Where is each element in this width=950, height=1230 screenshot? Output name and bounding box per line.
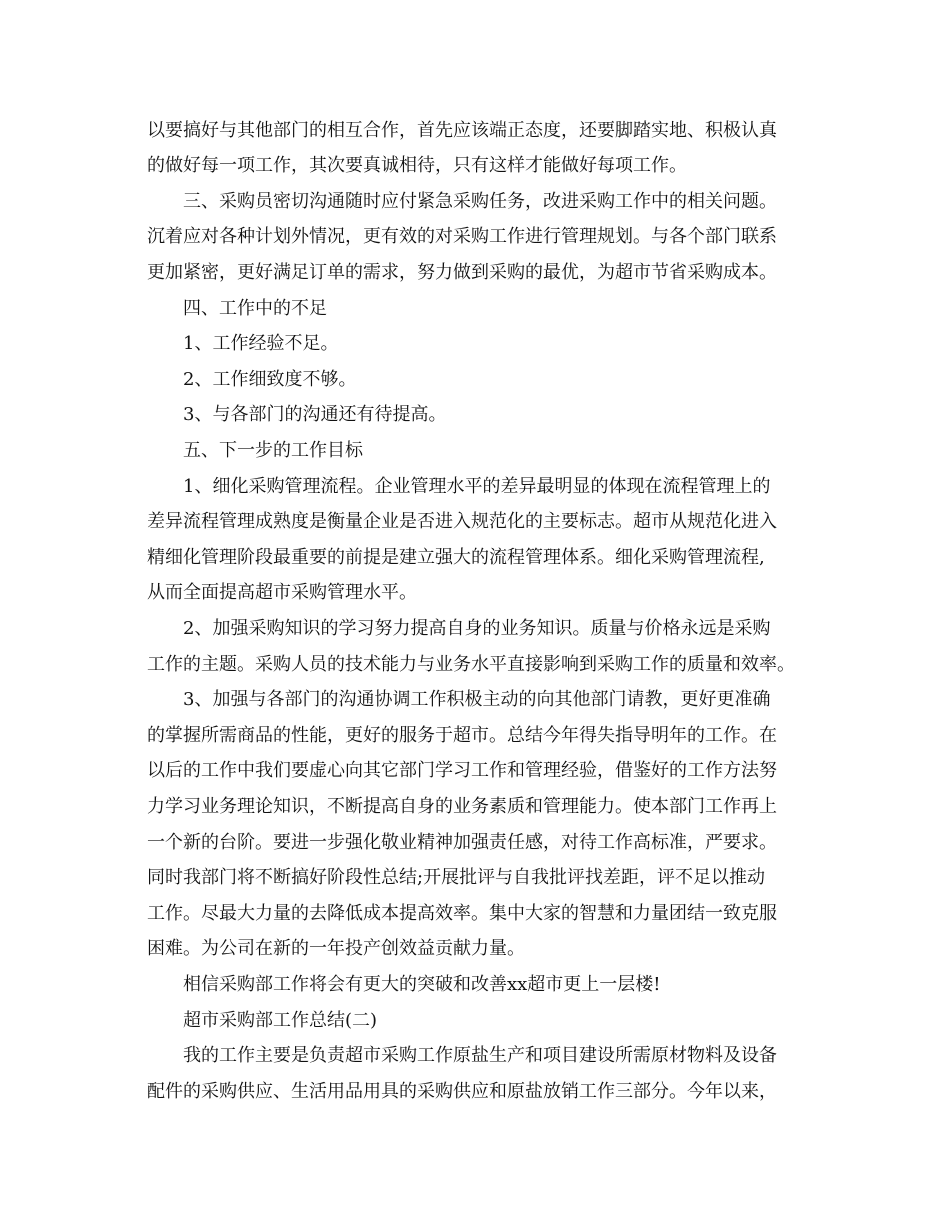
text-line: 精细化管理阶段最重要的前提是建立强大的流程管理体系。细化采购管理流程, <box>147 547 765 568</box>
text-line: 更加紧密，更好满足订单的需求，努力做到采购的最优，为超市节省采购成本。 <box>147 262 777 283</box>
section-heading: 五、下一步的工作目标 <box>183 440 363 461</box>
list-item: 1、工作经验不足。 <box>183 333 339 354</box>
text-line: 从而全面提高超市采购管理水平。 <box>147 582 417 603</box>
text-line: 差异流程管理成熟度是衡量企业是否进入规范化的主要标志。超市从规范化进入 <box>147 511 777 532</box>
text-line: 一个新的台阶。要进一步强化敬业精神加强责任感，对待工作高标准，严要求。 <box>147 832 777 853</box>
section-title: 超市采购部工作总结(二) <box>183 1010 378 1031</box>
list-item: 2、工作细致度不够。 <box>183 369 357 390</box>
text-line: 2、加强采购知识的学习努力提高自身的业务知识。质量与价格永远是采购 <box>183 618 771 639</box>
section-heading: 四、工作中的不足 <box>183 298 327 319</box>
text-line: 相信采购部工作将会有更大的突破和改善xx超市更上一层楼! <box>183 974 661 995</box>
text-line: 的掌握所需商品的性能，更好的服务于超市。总结今年得失指导明年的工作。在 <box>147 725 777 746</box>
text-line: 力学习业务理论知识，不断提高自身的业务素质和管理能力。使本部门工作再上 <box>147 796 777 817</box>
text-line: 三、采购员密切沟通随时应付紧急采购任务，改进采购工作中的相关问题。 <box>183 191 777 212</box>
text-line: 工作的主题。采购人员的技术能力与业务水平直接影响到采购工作的质量和效率。 <box>147 654 795 675</box>
text-line: 1、细化采购管理流程。企业管理水平的差异最明显的体现在流程管理上的 <box>183 476 771 497</box>
text-line: 我的工作主要是负责超市采购工作原盐生产和项目建设所需原材物料及设备 <box>183 1045 777 1066</box>
text-line: 3、加强与各部门的沟通协调工作积极主动的向其他部门请教，更好更准确 <box>183 689 771 710</box>
list-item: 3、与各部门的沟通还有待提高。 <box>183 404 447 425</box>
text-line: 以后的工作中我们要虚心向其它部门学习工作和管理经验，借鉴好的工作方法努 <box>147 760 777 781</box>
text-line: 配件的采购供应、生活用品用具的采购供应和原盐放销工作三部分。今年以来， <box>147 1081 777 1102</box>
text-line: 沉着应对各种计划外情况，更有效的对采购工作进行管理规划。与各个部门联系 <box>147 226 777 247</box>
text-line: 的做好每一项工作，其次要真诚相待，只有这样才能做好每项工作。 <box>147 155 687 176</box>
text-line: 以要搞好与其他部门的相互合作，首先应该端正态度，还要脚踏实地、积极认真 <box>147 120 777 141</box>
text-line: 工作。尽最大力量的去降低成本提高效率。集中大家的智慧和力量团结一致克服 <box>147 903 777 924</box>
text-line: 困难。为公司在新的一年投产创效益贡献力量。 <box>147 938 525 959</box>
text-line: 同时我部门将不断搞好阶段性总结;开展批评与自我批评找差距，评不足以推动 <box>147 867 766 888</box>
